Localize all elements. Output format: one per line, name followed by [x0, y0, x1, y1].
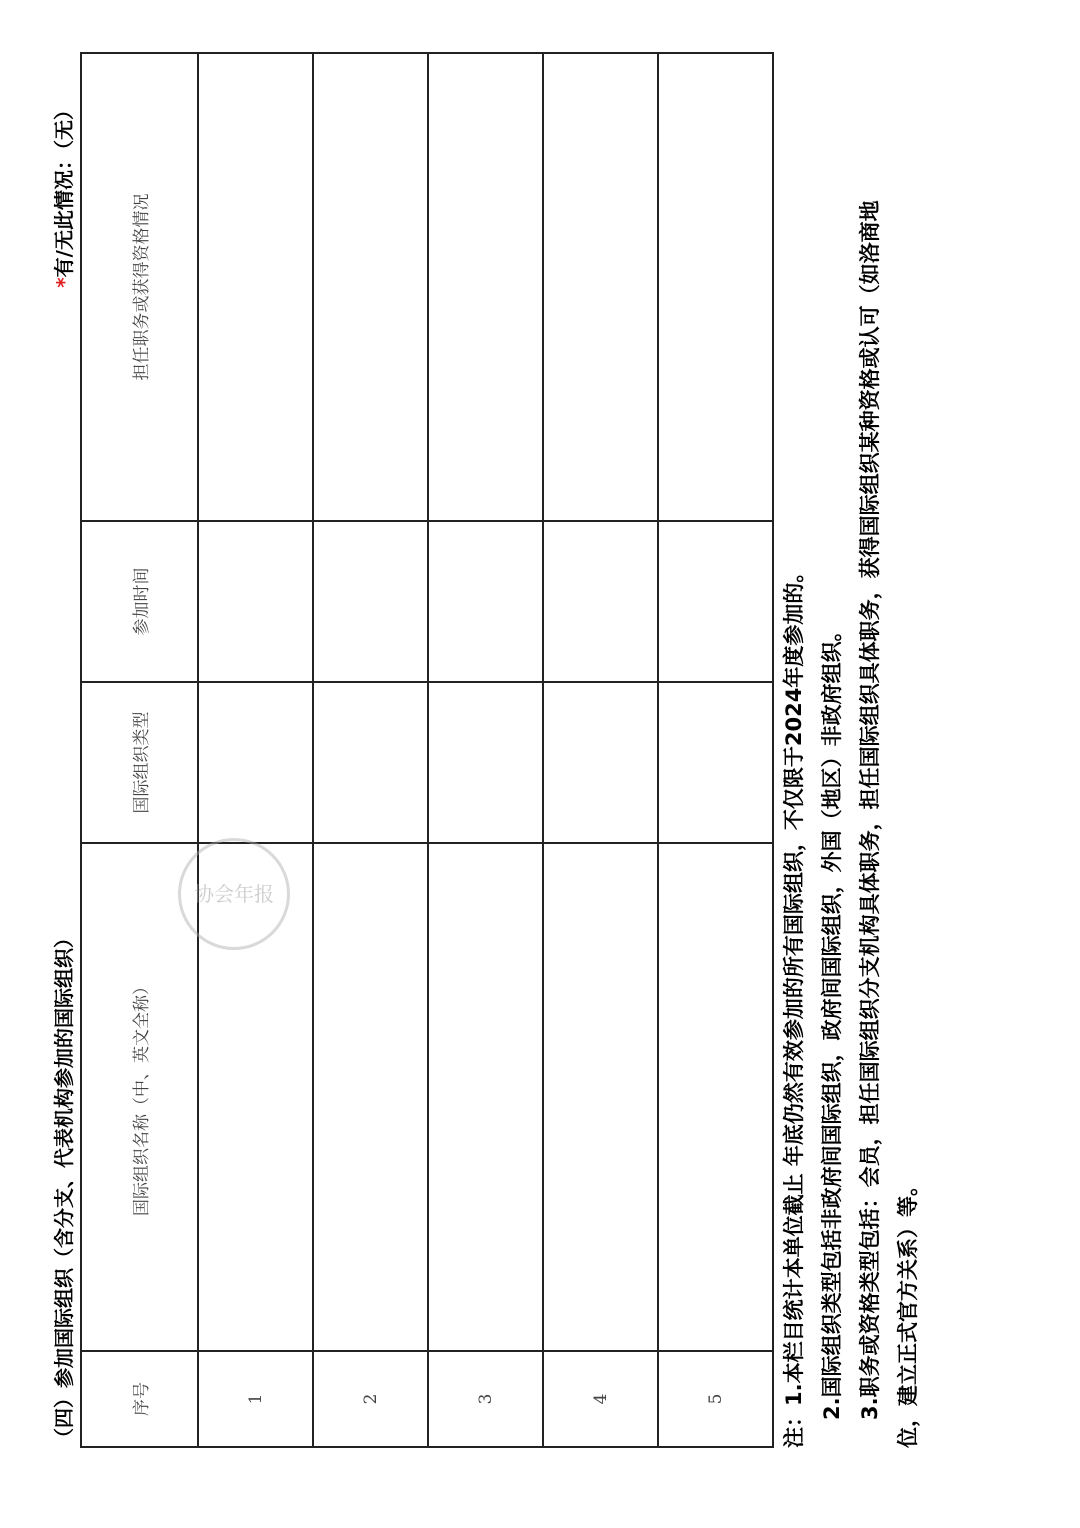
- cell-type: [658, 682, 773, 843]
- cell-name: [658, 843, 773, 1351]
- table-row: [543, 53, 658, 1447]
- note-line-4: 位，建立正式官方关系）等。: [896, 1175, 920, 1448]
- cell-no: 2: [313, 1351, 428, 1447]
- header-no: 序号: [81, 1351, 198, 1447]
- table-row: [658, 53, 773, 1447]
- cell-time: [543, 521, 658, 682]
- cell-name: [543, 843, 658, 1351]
- cell-no: 1: [198, 1351, 313, 1447]
- status-label: 有/无此情况：（无）: [52, 100, 76, 278]
- cell-no: 5: [658, 1351, 773, 1447]
- cell-role: [198, 53, 313, 521]
- note-line-2: 2.国际组织类型包括非政府间国际组织，政府间国际组织，外国（地区）非政府组织。: [820, 620, 844, 1420]
- organization-table: [80, 52, 774, 1448]
- table-row: [428, 53, 543, 1447]
- table-row: [198, 53, 313, 1447]
- cell-no: 4: [543, 1351, 658, 1447]
- cell-time: [313, 521, 428, 682]
- cell-role: [543, 53, 658, 521]
- status-indicator: [48, 100, 77, 288]
- header-role: 担任职务或获得资格情况: [81, 53, 198, 521]
- cell-type: [198, 682, 313, 843]
- table-header-row: [81, 53, 198, 1447]
- header-time: 参加时间: [81, 521, 198, 682]
- cell-name: [428, 843, 543, 1351]
- cell-time: [428, 521, 543, 682]
- note-line-3: 3.职务或资格类型包括：会员，担任国际组织分支机构具体职务，担任国际组织具体职务，获得国际组织某种资格或认可（如洛商地: [858, 200, 882, 1420]
- cell-role: [658, 53, 773, 521]
- cell-time: [198, 521, 313, 682]
- section-heading: （四）参加国际组织（含分支、代表机构参加的国际组织）: [52, 928, 76, 1448]
- header-type: 国际组织类型: [81, 682, 198, 843]
- header-name: 国际组织名称（中、英文全称）: [81, 843, 198, 1351]
- cell-no: 3: [428, 1351, 543, 1447]
- notes-block: [775, 28, 927, 1448]
- cell-type: [313, 682, 428, 843]
- cell-time: [658, 521, 773, 682]
- cell-role: [428, 53, 543, 521]
- required-star: *: [52, 277, 76, 288]
- cell-type: [428, 682, 543, 843]
- cell-name: [313, 843, 428, 1351]
- table-row: [313, 53, 428, 1447]
- cell-type: [543, 682, 658, 843]
- watermark-seal: 协会年报: [178, 838, 290, 950]
- note-line-1: 注：1.本栏目统计本单位截止 年底仍然有效参加的所有国际组织，不仅限于2024年度参加的。: [782, 561, 806, 1448]
- cell-role: [313, 53, 428, 521]
